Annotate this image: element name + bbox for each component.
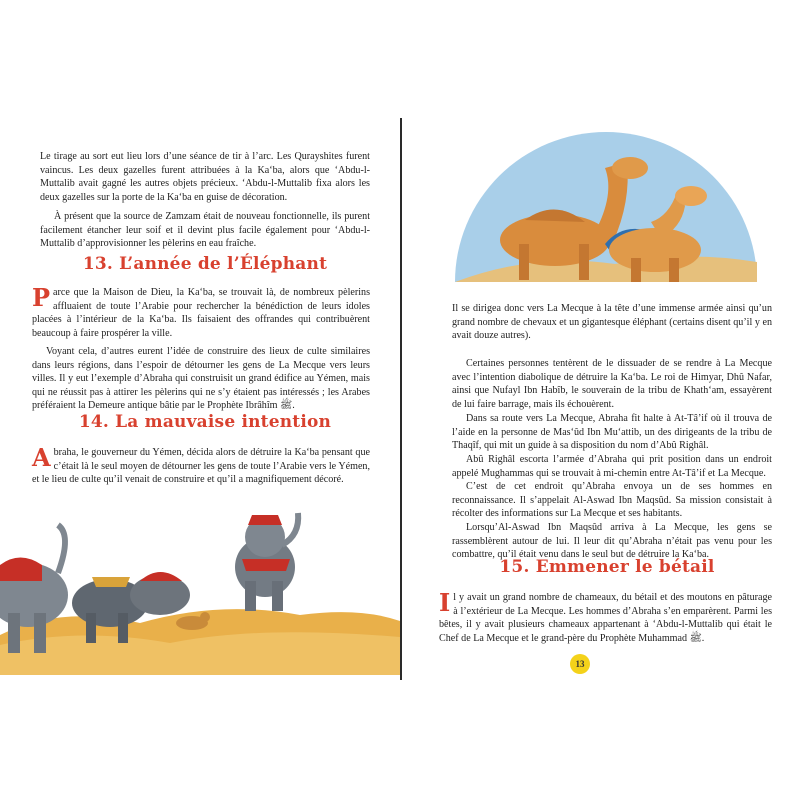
- paragraph-text: l y avait un grand nombre de chameaux, du bétail et des moutons en pâturage à l’extérieur de La Mecque. Les hommes d’Abraha s’en emparèrent. Parmi les bêtes, il y avait plusieurs chameaux appartenant à ‘Abdu-l-Muttalib qui était le Chef de La Mecque et le grand-père du Prophète Muhammad ﷺ.: [439, 592, 772, 644]
- right-page: [402, 0, 800, 800]
- paragraph: Il se dirigea donc vers La Mecque à la tête d’une immense armée ainsi qu’un grand nombre de chevaux et un gigantesque éléphant (certains disent qu’il y en avait douze autres).: [452, 303, 772, 342]
- camels-illustration: [455, 132, 757, 282]
- paragraph: Voyant cela, d’autres eurent l’idée de construire des lieux de culte similaires dans leurs régions, dans l’espoir de détourner les gens de La Mecque vers leurs villes. Il y eut l’exemple d’Abraha qui construisit un grand édifice au Yémen, mais qui ne réussit pas à attirer les pèlerins qui ne s’y étaient pas intéressés ; les Arabes préféraient la Demeure antique bâtie par le Prophète Ibrâhîm ﷺ.: [32, 346, 370, 412]
- paragraph: À présent que la source de Zamzam était de nouveau fonctionnelle, ils purent facilement étancher leur soif et il devint plus facile également pour ‘Abdu-l-Muttalib d’approvisionner les pèlerins en eau fraîche.: [40, 211, 370, 250]
- section-heading-13: 13. L’année de l’Éléphant: [82, 254, 328, 274]
- section-heading-15: 15. Emmener le bétail: [499, 557, 715, 577]
- paragraph: C’est de cet endroit qu’Abraha envoya un de ses hommes en reconnaissance. Il s’appelait Al-Aswad Ibn Maqsûd. Sa mission consistait à récolter des informations sur La Mecque et ses habitants.: [452, 481, 772, 520]
- paragraph: [32, 443, 370, 487]
- paragraph-text: arce que la Maison de Dieu, la Ka‘ba, se trouvait là, de nombreux pèlerins affluaient de toute l’Arabie pour rechercher la bénédiction de leurs idoles placées à l’intérieur de la Ka‘ba. Ils faisaient des offrandes qui contribuèrent beaucoup à faire prospérer la ville.: [32, 287, 370, 339]
- drop-cap: I: [439, 588, 451, 617]
- paragraph: Lorsqu’Al-Aswad Ibn Maqsûd arriva à La Mecque, les gens se rassemblèrent autour de lui. Il leur dit qu’Abraha n’était pas venu pour les combattre, qu’il était venu dans le seul but de détruire la Ka‘ba.: [452, 522, 772, 561]
- drop-cap: P: [32, 283, 51, 312]
- elephant-army-illustration: [0, 495, 400, 675]
- drop-cap: A: [32, 443, 51, 472]
- paragraph: [32, 283, 370, 340]
- paragraph: Le tirage au sort eut lieu lors d’une séance de tir à l’arc. Les Qurayshites furent vaincus. Les deux gazelles furent attribuées à la Ka‘ba, alors que ‘Abdu-l-Muttalib avait gagné les autres objets précieux. ‘Abdu-l-Muttalib fixa alors les deux gazelles sur la porte de la Ka‘ba en guise de décoration.: [40, 151, 370, 203]
- paragraph-text: braha, le gouverneur du Yémen, décida alors de détruire la Ka‘ba pensant que c’était là le seul moyen de détourner les gens de toute l’Arabie vers le Yémen, et le lieu de culte qu’il venait de construire et qu’il a magnifiquement décoré.: [32, 447, 370, 486]
- paragraph: Certaines personnes tentèrent de le dissuader de se rendre à La Mecque avec l’intention diabolique de détruire la Ka‘ba. Le roi de Himyar, Dhû Nafar, ainsi que Nufayl Ibn Habîb, le souverain de la tribu de Khath‘am, essayèrent de lui faire barrage, mais ils échouèrent.: [452, 358, 772, 410]
- paragraph: [439, 588, 772, 645]
- paragraph: Dans sa route vers La Mecque, Abraha fit halte à At-Tâ’if où il trouva de l’aide en la personne de Mas‘ûd Ibn Mu‘attib, un des dirigeants de la tribu de Thaqîf, qui mit un guide à sa disposition du nom d’Abû Righâl.: [452, 413, 772, 452]
- section-heading-14: 14. La mauvaise intention: [78, 412, 332, 432]
- paragraph: Abû Righâl escorta l’armée d’Abraha qui prit position dans un endroit appelé Mughammas qui se trouvait à mi-chemin entre At-Tâ’if et La Mecque.: [452, 454, 772, 479]
- page-number-badge: 13: [570, 654, 590, 674]
